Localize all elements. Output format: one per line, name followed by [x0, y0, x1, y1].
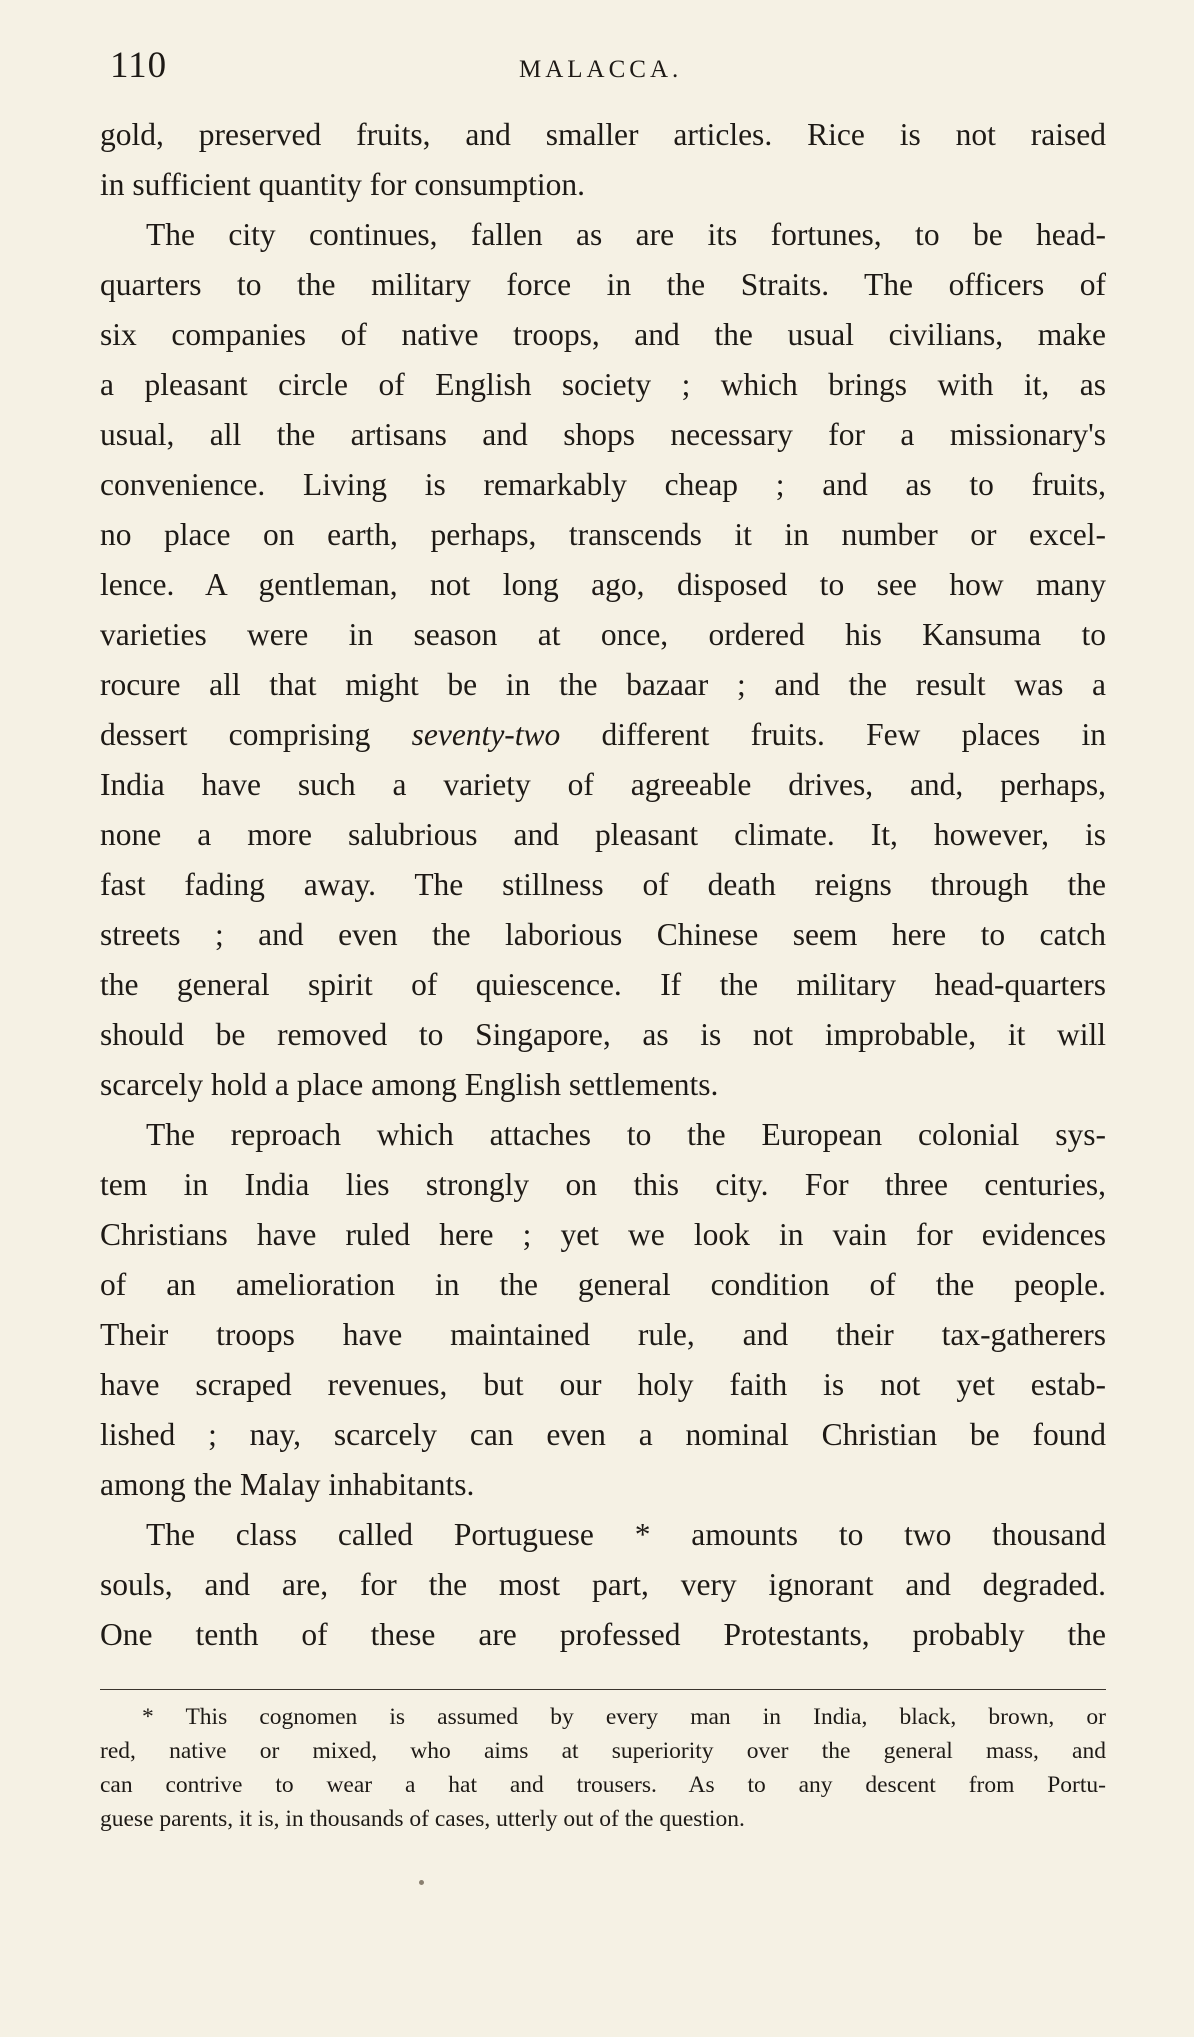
body-line: no place on earth, perhaps, transcends it in number or excel- — [100, 517, 1106, 552]
body-line: varieties were in season at once, ordered his Kansuma to — [100, 617, 1106, 652]
footnote-line: red, native or mixed, who aims at superiority over the general mass, and — [100, 1738, 1106, 1764]
body-line: lished ; nay, scarcely can even a nominal Christian be found — [100, 1417, 1106, 1452]
body-line: scarcely hold a place among English settlements. — [100, 1067, 719, 1102]
footnote-rule — [100, 1689, 1106, 1690]
body-line: have scraped revenues, but our holy faith is not yet estab- — [100, 1367, 1106, 1402]
body-line: six companies of native troops, and the usual civilians, make — [100, 317, 1106, 352]
body-line: the general spirit of quiescence. If the military head-quarters — [100, 967, 1106, 1002]
body-line: gold, preserved fruits, and smaller articles. Rice is not raised — [100, 117, 1106, 152]
body-line: usual, all the artisans and shops necessary for a missionary's — [100, 417, 1106, 452]
body-line: The reproach which attaches to the European colonial sys- — [146, 1117, 1106, 1152]
footnote — [100, 1700, 1106, 1836]
running-title: MALACCA. — [519, 56, 683, 83]
body-line: in sufficient quantity for consumption. — [100, 167, 585, 202]
body-line: The city continues, fallen as are its fortunes, to be head- — [146, 217, 1106, 252]
body-line: dessert comprising seventy-two different fruits. Few places in — [100, 717, 1106, 752]
body-line: Christians have ruled here ; yet we look in vain for evidences — [100, 1217, 1106, 1252]
paper-speck — [419, 1880, 424, 1885]
body-line: quarters to the military force in the Straits. The officers of — [100, 267, 1106, 302]
body-line: of an amelioration in the general condition of the people. — [100, 1267, 1106, 1302]
body-line: streets ; and even the laborious Chinese seem here to catch — [100, 917, 1106, 952]
page-number: 110 — [110, 45, 168, 86]
body-line: should be removed to Singapore, as is not improbable, it will — [100, 1017, 1106, 1052]
running-head — [110, 44, 1110, 92]
body-line: tem in India lies strongly on this city. For three centuries, — [100, 1167, 1106, 1202]
body-line: One tenth of these are professed Protestants, probably the — [100, 1617, 1106, 1652]
footnote-line: * This cognomen is assumed by every man in India, black, brown, or — [142, 1704, 1106, 1730]
footnote-line: can contrive to wear a hat and trousers. As to any descent from Portu- — [100, 1772, 1106, 1798]
body-line: convenience. Living is remarkably cheap ; and as to fruits, — [100, 467, 1106, 502]
body-line: a pleasant circle of English society ; which brings with it, as — [100, 367, 1106, 402]
body-line: rocure all that might be in the bazaar ; and the result was a — [100, 667, 1106, 702]
body-line: The class called Portuguese * amounts to two thousand — [146, 1517, 1106, 1552]
footnote-line: guese parents, it is, in thousands of cases, utterly out of the question. — [100, 1806, 745, 1832]
body-line: fast fading away. The stillness of death reigns through the — [100, 867, 1106, 902]
body-line: none a more salubrious and pleasant climate. It, however, is — [100, 817, 1106, 852]
body-line: among the Malay inhabitants. — [100, 1467, 475, 1502]
body-line: Their troops have maintained rule, and their tax-gatherers — [100, 1317, 1106, 1352]
body-text — [100, 110, 1106, 1660]
body-line: souls, and are, for the most part, very ignorant and degraded. — [100, 1567, 1106, 1602]
body-line: India have such a variety of agreeable drives, and, perhaps, — [100, 767, 1106, 802]
italic-emphasis: seventy-two — [411, 717, 561, 752]
body-line: lence. A gentleman, not long ago, disposed to see how many — [100, 567, 1106, 602]
